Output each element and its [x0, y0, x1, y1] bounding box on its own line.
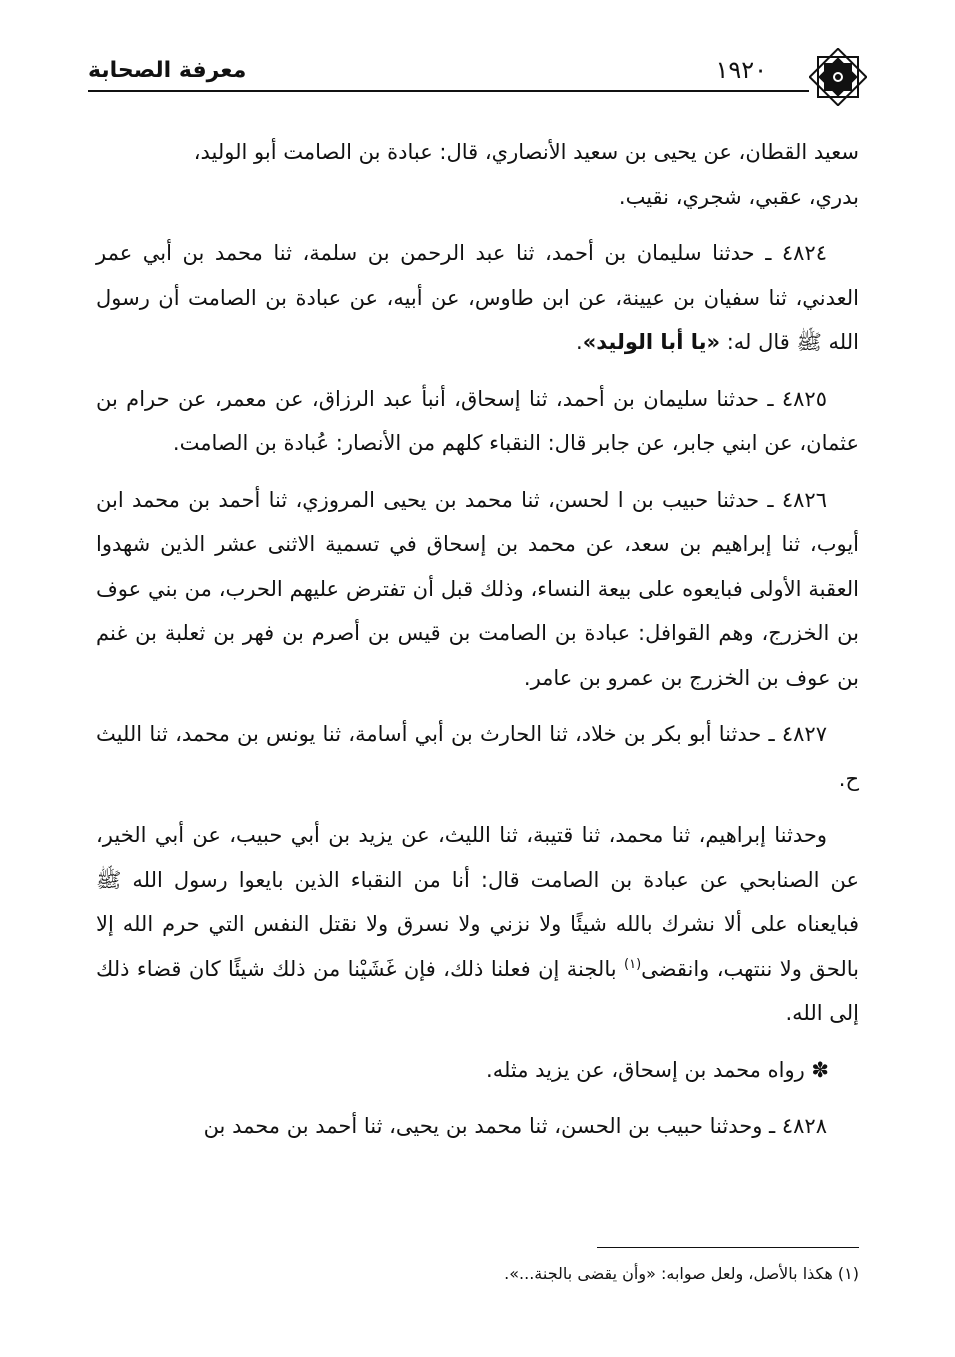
running-title: معرفة الصحابة	[88, 58, 247, 83]
footnote: (١) هكذا بالأصل، ولعل صوابه: «وأن يقضى بالجنة...».	[504, 1264, 859, 1283]
text-line: سعيد القطان، عن يحيى بن سعيد الأنصاري، قال: عبادة بن الصامت أبو الوليد،	[193, 140, 859, 164]
page-number: ١٩٢٠	[715, 56, 767, 84]
hadith-4824	[96, 231, 859, 365]
hadith-text: ٤٨٢٤ ـ حدثنا سليمان بن أحمد، ثنا عبد الرحمن بن سلمة، ثنا محمد بن أبي عمر العدني، ثنا سفيان بن عيينة، عن ابن طاوس، عن أبيه، عن عبادة بن الصامت أن رسول الله ﷺ قال له:	[96, 241, 859, 354]
hadith-4826: ٤٨٢٦ ـ حدثنا حبيب بن ا لحسن، ثنا محمد بن يحيى المروزي، ثنا أحمد بن محمد ابن أيوب، ثنا إبراهيم بن سعد، عن محمد بن إسحاق في تسمية الاثنى عشر الذين شهدوا العقبة الأولى فبايعوه على بيعة النساء، وذلك قبل أن تفترض عليهم الحرب، من بني عوف بن الخزرج، وهم القوافل: عبادة بن الصامت بن قيس بن أصرم بن فهر بن ثعلبة بن غنم بن عوف بن الخزرج بن عمرو بن عامر.	[96, 487, 859, 690]
page-header	[88, 50, 867, 100]
hadith-4827: ٤٨٢٧ ـ حدثنا أبو بكر بن خلاد، ثنا الحارث بن أبي أسامة، ثنا يونس بن محمد، ثنا الليث ح.	[96, 722, 859, 791]
hadith-4825: ٤٨٢٥ ـ حدثنا سليمان بن أحمد، ثنا إسحاق، أنبأ عبد الرزاق، عن معمر، عن حرام بن عثمان، عن ابني جابر، عن جابر قال: النقباء كلهم من الأنصار: عُبادة بن الصامت.	[96, 386, 859, 455]
hadith-4828: ٤٨٢٨ ـ وحدثنا حبيب بن الحسن، ثنا محمد بن يحيى، ثنا أحمد بن محمد بن	[203, 1114, 827, 1138]
octagram-ornament-icon	[809, 48, 867, 106]
hadith-end: .	[576, 330, 583, 354]
text-line: بدري، عقبي، شجري، نقيب.	[618, 184, 859, 209]
hadith-text: وحدثنا إبراهيم، ثنا محمد، ثنا قتيبة، ثنا الليث، عن يزيد بن أبي حبيب، عن أبي الخير، عن الصنابحي عن عبادة بن الصامت قال: أنا من النقباء الذين بايعوا رسول الله ﷺ فبايعناه على ألا نشرك بالله شيئًا ولا نزني ولا نسرق ولا نقتل النفس التي حرم الله إلا بالحق ولا ننتهب، وانقضى	[96, 823, 859, 981]
main-text	[96, 130, 859, 1161]
paragraph-continuation	[96, 130, 859, 219]
narration-note: ✽ رواه محمد بن إسحاق، عن يزيد مثله.	[486, 1057, 829, 1082]
footnote-reference: (١)	[624, 956, 642, 972]
header-rule	[88, 90, 809, 92]
hadith-text-end: بالجنة إن فعلنا ذلك، فإن غَشَيْنا من ذلك شيئًا كان قضاء ذلك إلى الله.	[96, 956, 859, 1025]
footnote-rule	[597, 1247, 859, 1248]
hadith-4827-second-chain	[96, 813, 859, 1036]
quoted-saying: «يا أبا الوليد»	[582, 330, 721, 354]
